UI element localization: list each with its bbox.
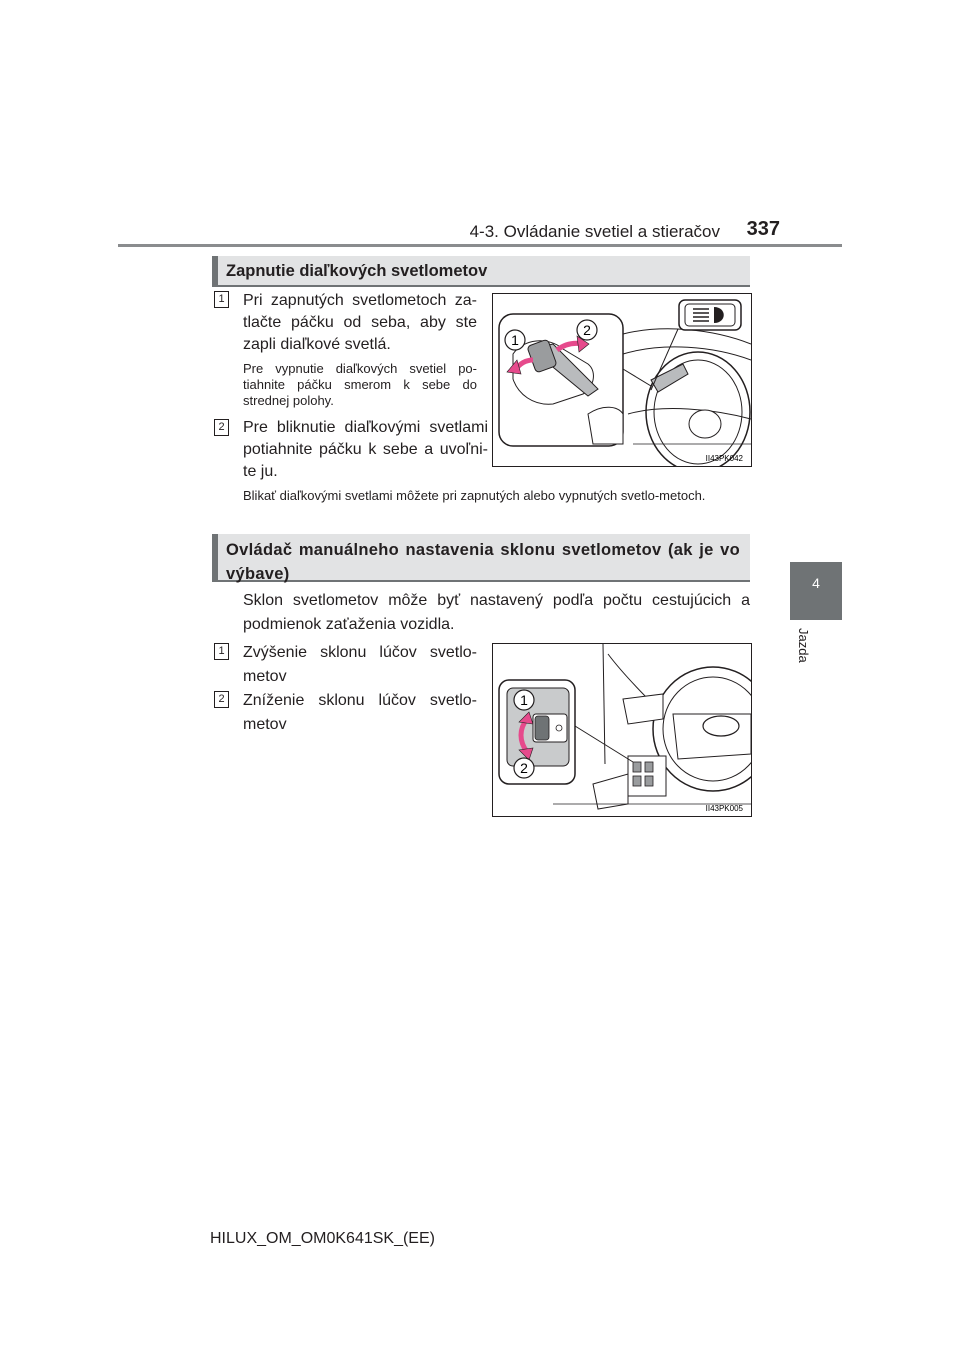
chapter-tab-number: 4 [812,575,820,591]
item-number: 2 [214,419,229,436]
header-rule [118,244,842,247]
item-number: 2 [214,691,229,708]
section-title-headlight-leveling: Ovládač manuálneho nastavenia sklonu svetlometov (ak je vo výbave) [212,534,750,582]
chapter-tab-label: Jazda [796,628,811,663]
item-text: Zníženie sklonu lúčov svetlo-metov [243,692,477,733]
figure-callout-2: 2 [520,760,528,776]
figure-high-beam-lever [492,293,752,467]
section-title-high-beam: Zapnutie diaľkových svetlometov [212,256,750,287]
figure-callout-1: 1 [520,692,528,708]
section-note: Blikať diaľkovými svetlami môžete pri zapnutých alebo vypnutých svetlo-metoch. [243,488,706,503]
figure-code: II43PK005 [705,804,743,813]
figure-callout-2: 2 [583,322,591,338]
document-footer: HILUX_OM_OM0K641SK_(EE) [210,1230,435,1247]
item-text: Zvýšenie sklonu lúčov svetlo-metov [243,644,477,685]
section-intro: Sklon svetlometov môže byť nastavený podľa počtu cestujúcich a podmienok zaťaženia vozidla. [243,592,750,633]
page-number: 337 [746,218,780,240]
chapter-tab [790,562,842,620]
item-number: 1 [214,291,229,308]
headlight-leveling-illustration [493,644,751,816]
figure-code: II43PK042 [705,454,743,463]
item-text: Pri zapnutých svetlometoch za-tlačte páčku od seba, aby ste zapli diaľkové svetlá. [243,292,477,353]
item-number: 1 [214,643,229,660]
high-beam-illustration [493,294,751,466]
figure-callout-1: 1 [511,332,519,348]
section-header: 4-3. Ovládanie svetiel a stieračov [469,222,720,241]
item-note: Pre vypnutie diaľkových svetiel po-tiahnite páčku smerom k sebe do strednej polohy. [243,361,477,408]
figure-headlight-leveling [492,643,752,817]
item-text: Pre bliknutie diaľkovými svetlami potiahnite páčku k sebe a uvoľni-te ju. [243,419,488,480]
